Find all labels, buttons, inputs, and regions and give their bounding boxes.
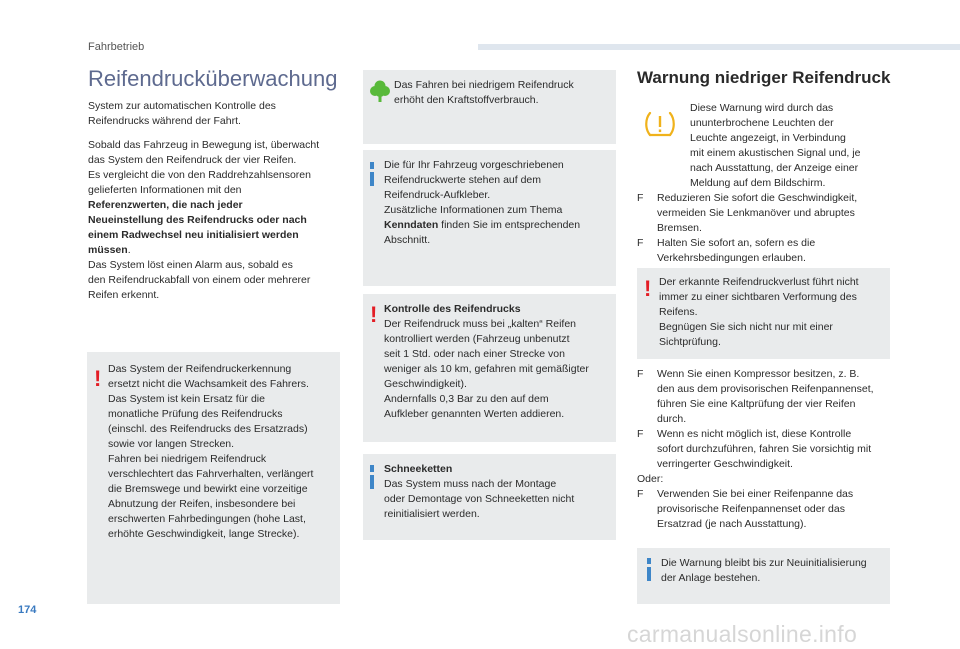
info-box-tire-label bbox=[363, 150, 616, 286]
page-number: 174 bbox=[18, 604, 37, 616]
watermark: carmanualsonline.info bbox=[627, 621, 858, 647]
warning-box-text: Das System der Reifendruckerkennung ersetzt nicht die Wachsamkeit des Fahrers. Das System ist kein Ersatz für die monatliche Prüfung des Reifendrucks (einschl. des Reifendrucks des Ersatzrads) sowie vor langen Strecken. Fahren bei niedrigem Reifendruck verschlechtert das Fahrverhalten, verlängert die Bremswege und bewirkt eine vorzeitige Abnutzung der Reifen, insbesondere bei erschwerten Fahrbedingungen (hohe Last, erhöhte Geschwindigkeit, lange Strecke). bbox=[108, 363, 314, 540]
chains-box-text: Schneeketten Das System muss nach der Montage oder Demontage von Schneeketten nicht reinitialisiert werden. bbox=[384, 462, 614, 522]
tire-pressure-warning-icon bbox=[644, 110, 676, 138]
warning-box-right bbox=[637, 268, 890, 359]
list-item: F Wenn es nicht möglich ist, diese Kontrolle sofort durchzuführen, fahren Sie vorsichtig mit verringerter Geschwindigkeit. bbox=[637, 428, 872, 470]
info-bar-icon bbox=[370, 475, 374, 489]
desc-line: Es vergleicht die von den Raddrehzahlsensoren bbox=[88, 169, 311, 181]
desc-line: den Reifendruckabfall von einem oder mehrerer bbox=[88, 274, 311, 286]
list-item: F Wenn Sie einen Kompressor besitzen, z. B. den aus dem provisorischen Reifenpannenset, führen Sie eine Kaltprüfung der vier Reifen durch. bbox=[637, 368, 874, 425]
info-bar-icon bbox=[647, 558, 651, 564]
chains-box-title: Schneeketten bbox=[384, 463, 453, 475]
list-item: F Halten Sie sofort an, sofern es die Verkehrsbedingungen erlauben. bbox=[637, 237, 816, 264]
desc-line: müssen. bbox=[88, 244, 131, 256]
desc-line: Sobald das Fahrzeug in Bewegung ist, überwacht bbox=[88, 139, 320, 151]
page-title: Reifendrucküberwachung bbox=[88, 66, 338, 91]
desc-bold-line: Referenzwerten, die nach jeder bbox=[88, 199, 243, 211]
oder-label: Oder: bbox=[637, 473, 664, 485]
bullet-marker: F bbox=[637, 192, 644, 204]
info-box-right-text: Die Warnung bleibt bis zur Neuinitialisierung der Anlage bestehen. bbox=[661, 557, 867, 584]
info-bar-icon bbox=[370, 162, 374, 169]
info-bar-icon bbox=[647, 567, 651, 581]
exclamation-mark-icon: ! bbox=[644, 276, 652, 301]
intro-text: System zur automatischen Kontrolle des Reifendrucks während der Fahrt. bbox=[88, 100, 276, 127]
tree-icon bbox=[370, 80, 390, 102]
desc-line: Reifen erkennt. bbox=[88, 289, 160, 301]
eco-box-text: Das Fahren bei niedrigem Reifendruck erhöht den Kraftstoffverbrauch. bbox=[394, 79, 574, 106]
info-box-chains bbox=[363, 454, 616, 540]
info-bar-icon bbox=[370, 465, 374, 472]
warning-intro: Diese Warnung wird durch das ununterbrochene Leuchten der Leuchte angezeigt, in Verbindung mit einem akustischen Signal und, je nach Ausstattung, der Anzeige einer Meldung auf dem Bildschirm. bbox=[690, 102, 861, 189]
desc-bold-line: Neueinstellung des Reifendrucks oder nach bbox=[88, 214, 307, 226]
exclamation-mark-icon: ! bbox=[370, 302, 378, 327]
bullet-marker: F bbox=[637, 488, 644, 500]
desc-line: Das System löst einen Alarm aus, sobald es bbox=[88, 259, 293, 271]
exclamation-mark-icon: ! bbox=[94, 366, 102, 391]
desc-line: das System den Reifendruck der vier Reifen. bbox=[88, 154, 297, 166]
bullet-marker: F bbox=[637, 428, 644, 440]
check-box-title: Kontrolle des Reifendrucks bbox=[384, 303, 521, 315]
warning-box-right-text: Der erkannte Reifendruckverlust führt nicht immer zu einer sichtbaren Verformung des Reifens. Begnügen Sie sich nicht nur mit einer Sichtprüfung. bbox=[659, 276, 859, 348]
section-label: Fahrbetrieb bbox=[88, 41, 145, 53]
list-item: F Reduzieren Sie sofort die Geschwindigkeit, vermeiden Sie Lenkmanöver und abruptes Bremsen. bbox=[637, 192, 858, 234]
info-bar-icon bbox=[370, 172, 374, 186]
header-bar bbox=[478, 44, 960, 50]
bullet-marker: F bbox=[637, 237, 644, 249]
warning-box-check bbox=[363, 294, 616, 442]
desc-bold-word: müssen bbox=[88, 244, 128, 256]
warning-box-left bbox=[87, 352, 340, 604]
section-title: Warnung niedriger Reifendruck bbox=[637, 68, 891, 87]
desc-line: gelieferten Informationen mit den bbox=[88, 184, 242, 196]
info-box-text: Die für Ihr Fahrzeug vorgeschriebenen Reifendruckwerte stehen auf dem Reifendruck-Aufkleber. Zusätzliche Informationen zum Thema Kenndaten finden Sie im entsprechenden Abschnitt. bbox=[384, 159, 581, 246]
check-box-text: Kontrolle des Reifendrucks Der Reifendruck muss bei „kalten“ Reifen kontrolliert werden (Fahrzeug unbenutzt seit 1 Std. oder nach einer Strecke von weniger als 10 km, gefahren mit gemäßigter Geschwindigkeit). Andernfalls 0,3 Bar zu den auf dem Aufkleber genannten Werten addieren. bbox=[384, 302, 614, 422]
eco-box bbox=[363, 70, 616, 144]
desc-bold-line: einem Radwechsel neu initialisiert werden bbox=[88, 229, 299, 241]
bullet-marker: F bbox=[637, 368, 644, 380]
description-paragraph bbox=[88, 138, 348, 303]
info-box-right bbox=[637, 548, 890, 604]
list-item: F Verwenden Sie bei einer Reifenpanne das provisorische Reifenpannenset oder das Ersatzrad (je nach Ausstattung). bbox=[637, 488, 854, 530]
